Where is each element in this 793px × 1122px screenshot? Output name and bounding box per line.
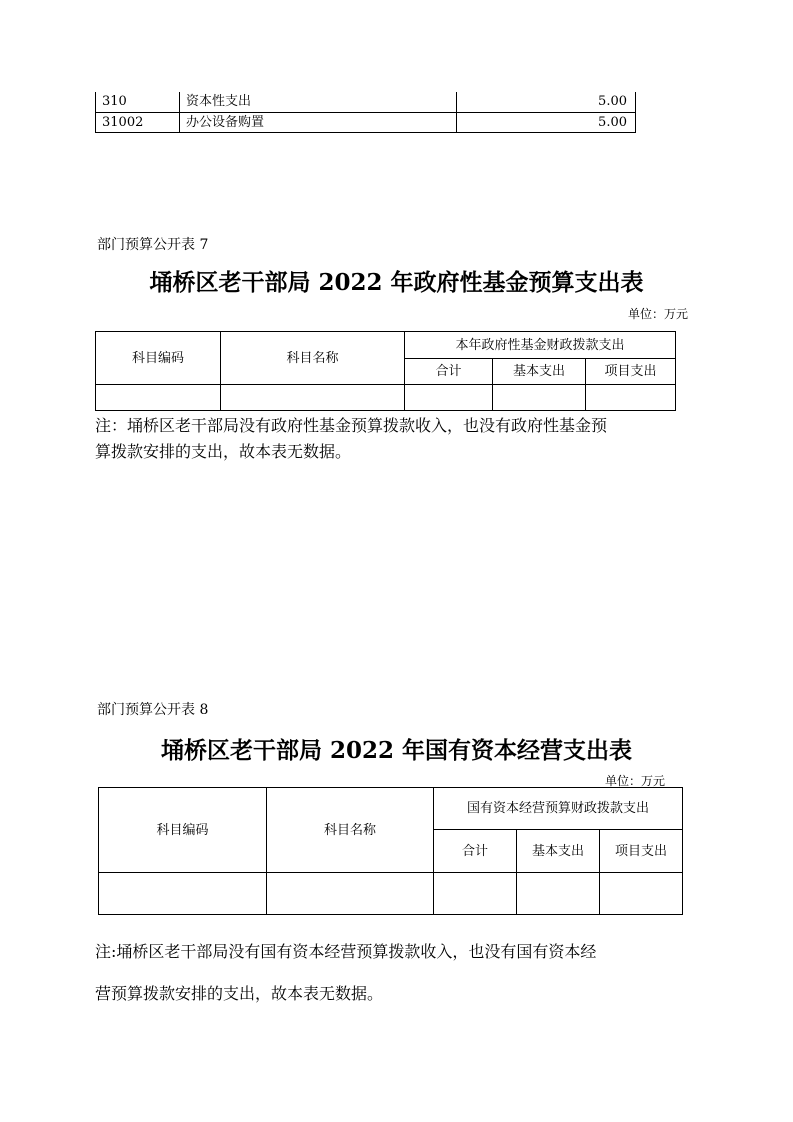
header-total: 合计 xyxy=(405,359,493,385)
header-group: 本年政府性基金财政拨款支出 xyxy=(405,332,676,359)
row-amount: 5.00 xyxy=(457,112,636,132)
state-capital-table xyxy=(98,787,683,915)
header-group: 国有资本经营预算财政拨款支出 xyxy=(434,788,683,830)
empty-cell xyxy=(221,385,405,411)
header-name: 科目名称 xyxy=(267,788,434,873)
table8-unit: 单位：万元 xyxy=(604,774,665,788)
table-row xyxy=(96,92,636,112)
note-line: 注：埇桥区老干部局没有政府性基金预算拨款收入，也没有政府性基金预 xyxy=(95,416,608,435)
row-amount: 5.00 xyxy=(457,92,636,112)
empty-cell xyxy=(405,385,493,411)
row-code: 31002 xyxy=(96,112,180,132)
row-name: 办公设备购置 xyxy=(180,112,457,132)
header-basic: 基本支出 xyxy=(493,359,586,385)
note-line: 算拨款安排的支出，故本表无数据。 xyxy=(95,442,352,461)
header-total: 合计 xyxy=(434,830,517,873)
table-row xyxy=(99,873,683,915)
header-code: 科目编码 xyxy=(96,332,221,385)
table8-note xyxy=(95,931,596,1015)
header-basic: 基本支出 xyxy=(517,830,600,873)
empty-cell xyxy=(517,873,600,915)
row-code: 310 xyxy=(96,92,180,112)
table-row xyxy=(96,385,676,411)
note-line: 注:埇桥区老干部局没有国有资本经营预算拨款收入，也没有国有资本经 xyxy=(95,942,597,961)
government-fund-table xyxy=(95,331,676,411)
empty-cell xyxy=(96,385,221,411)
empty-cell xyxy=(600,873,683,915)
row-name: 资本性支出 xyxy=(180,92,457,112)
header-code: 科目编码 xyxy=(99,788,267,873)
table8-label: 部门预算公开表 8 xyxy=(97,702,209,718)
table7-note xyxy=(95,413,607,465)
header-project: 项目支出 xyxy=(586,359,676,385)
empty-cell xyxy=(267,873,434,915)
table8-title: 埇桥区老干部局 2022 年国有资本经营支出表 xyxy=(160,737,633,764)
empty-cell xyxy=(493,385,586,411)
note-line: 营预算拨款安排的支出，故本表无数据。 xyxy=(95,984,384,1003)
header-name: 科目名称 xyxy=(221,332,405,385)
capital-expenditure-table xyxy=(95,92,636,133)
table7-label: 部门预算公开表 7 xyxy=(97,237,209,253)
table7-unit: 单位：万元 xyxy=(627,307,688,321)
table7-title: 埇桥区老干部局 2022 年政府性基金预算支出表 xyxy=(149,269,644,296)
empty-cell xyxy=(434,873,517,915)
table-row xyxy=(96,112,636,132)
empty-cell xyxy=(586,385,676,411)
empty-cell xyxy=(99,873,267,915)
header-project: 项目支出 xyxy=(600,830,683,873)
